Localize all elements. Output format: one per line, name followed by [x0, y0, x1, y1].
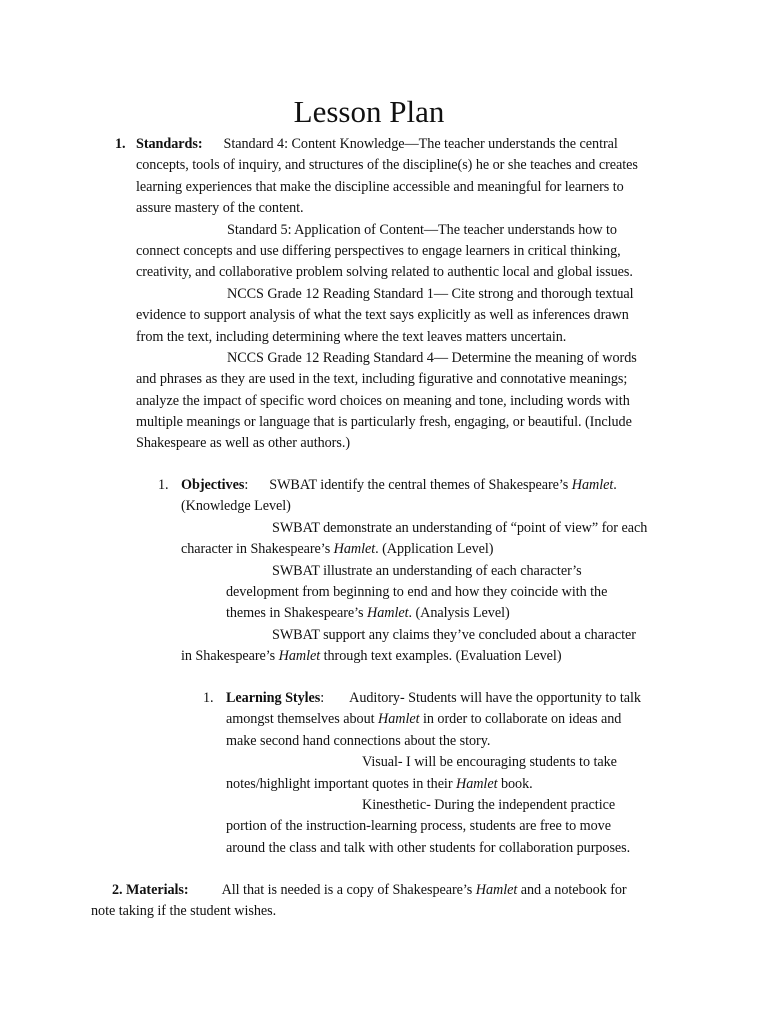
learning-styles-section [203, 688, 641, 859]
learning-styles-line-4 [226, 752, 641, 773]
materials-cont: and a notebook for [517, 882, 627, 898]
standards-line-6: connect concepts and use differing perspectives to engage learners in critical thinking, [136, 242, 621, 259]
objective-1-title: Hamlet [571, 477, 614, 493]
standards-line-14: multiple meanings or language that is particularly fresh, engaging, or beautiful. (Include [136, 414, 632, 431]
standard-4-text: Standard 4: Content Knowledge—The teacher understands the central [223, 136, 618, 152]
objectives-line-9 [181, 646, 647, 667]
standards-line-7: creativity, and collaborative problem solving related to authentic local and global issues. [136, 264, 633, 281]
objective-4-end: through text examples. (Evaluation Level) [320, 648, 562, 665]
objectives-line-7 [181, 603, 647, 624]
standards-line-11 [136, 348, 638, 369]
standards-line-3: learning experiences that make the discipline accessible and meaningful for learners to [136, 178, 624, 195]
objective-1-text: SWBAT identify the central themes of Shakespeare’s [269, 477, 572, 493]
objectives-colon: : [244, 477, 249, 493]
objective-3-cont: development from beginning to end and how they coincide with the [226, 583, 608, 600]
learning-styles-number: 1. [203, 690, 214, 706]
objectives-line-5 [181, 561, 647, 582]
learning-styles-line-6 [226, 795, 641, 816]
objectives-line-3 [181, 518, 647, 539]
visual-end: book. [497, 775, 533, 792]
objective-2-end: . (Application Level) [375, 541, 494, 558]
objective-2-title: Hamlet [333, 541, 376, 558]
standards-number: 1. [115, 136, 126, 152]
objectives-section [158, 475, 648, 668]
learning-styles-label: Learning Styles [226, 690, 321, 706]
standards-label: Standards: [136, 136, 203, 152]
objectives-line-2: (Knowledge Level) [181, 498, 291, 515]
standards-line-1 [136, 134, 638, 155]
nccs-standard-1-text: NCCS Grade 12 Reading Standard 1— Cite strong and thorough textual [227, 285, 634, 302]
learning-styles-line-5 [226, 774, 641, 795]
objectives-line-4 [181, 539, 647, 560]
standards-line-10: from the text, including determining where the text leaves matters uncertain. [136, 328, 567, 345]
standards-line-4: assure mastery of the content. [136, 200, 304, 217]
standards-line-9: evidence to support analysis of what the text says explicitly as well as inferences drawn [136, 307, 629, 324]
objective-3-title: Hamlet [367, 605, 409, 622]
standards-line-15: Shakespeare as well as other authors.) [136, 435, 350, 452]
materials-line-2: note taking if the student wishes. [91, 903, 277, 920]
materials-section [91, 880, 627, 923]
objectives-line-8 [181, 625, 647, 646]
learning-styles-colon: : [320, 690, 325, 706]
objectives-line-6 [181, 582, 647, 603]
objectives-label: Objectives [181, 477, 245, 493]
objective-3-text: SWBAT illustrate an understanding of each character’s [272, 562, 582, 579]
objective-4-cont: in Shakespeare’s [181, 648, 279, 665]
objective-1-end: . [613, 477, 617, 493]
visual-text: Visual- I will be encouraging students to take [362, 754, 617, 771]
learning-styles-line-7: portion of the instruction-learning process, students are free to move [226, 818, 611, 835]
learning-styles-line-1 [226, 688, 641, 709]
auditory-text: Auditory- Students will have the opportunity to talk [349, 690, 641, 706]
standards-line-2: concepts, tools of inquiry, and structures of the discipline(s) he or she teaches and creates [136, 157, 638, 174]
auditory-title: Hamlet [378, 711, 420, 728]
kinesthetic-text: Kinesthetic- During the independent practice [362, 796, 616, 813]
nccs-standard-4-text: NCCS Grade 12 Reading Standard 4— Determine the meaning of words [227, 349, 637, 366]
materials-line-1 [91, 880, 627, 901]
objective-3-cont-2: themes in Shakespeare’s [226, 605, 368, 622]
standards-line-5 [136, 220, 638, 241]
objective-4-text: SWBAT support any claims they’ve concluded about a character [272, 626, 636, 643]
document-title: Lesson Plan [293, 94, 445, 129]
standards-section [115, 134, 638, 455]
auditory-cont-2: in order to collaborate on ideas and [419, 711, 622, 728]
objectives-number: 1. [158, 477, 169, 493]
materials-text: All that is needed is a copy of Shakespeare’s [221, 882, 476, 898]
standards-line-12: and phrases as they are used in the text, including figurative and connotative meanings; [136, 371, 628, 388]
visual-title: Hamlet [456, 775, 498, 792]
standard-5-text: Standard 5: Application of Content—The teacher understands how to [227, 221, 617, 238]
materials-label: 2. Materials: [112, 882, 189, 898]
auditory-cont: amongst themselves about [226, 711, 379, 728]
objective-3-end: . (Analysis Level) [408, 605, 510, 622]
standards-line-13: analyze the impact of specific word choices on meaning and tone, including words with [136, 392, 630, 409]
objectives-line-1 [181, 475, 647, 496]
objective-2-text: SWBAT demonstrate an understanding of “point of view” for each [272, 519, 648, 536]
learning-styles-line-2 [226, 709, 641, 730]
learning-styles-line-3: make second hand connections about the story. [226, 732, 491, 749]
standards-line-8 [136, 284, 638, 305]
objective-2-cont: character in Shakespeare’s [181, 541, 334, 558]
visual-cont: notes/highlight important quotes in their [226, 775, 456, 792]
learning-styles-line-8: around the class and talk with other students for collaboration purposes. [226, 839, 631, 856]
materials-title: Hamlet [475, 882, 518, 898]
objective-4-title: Hamlet [278, 648, 321, 665]
